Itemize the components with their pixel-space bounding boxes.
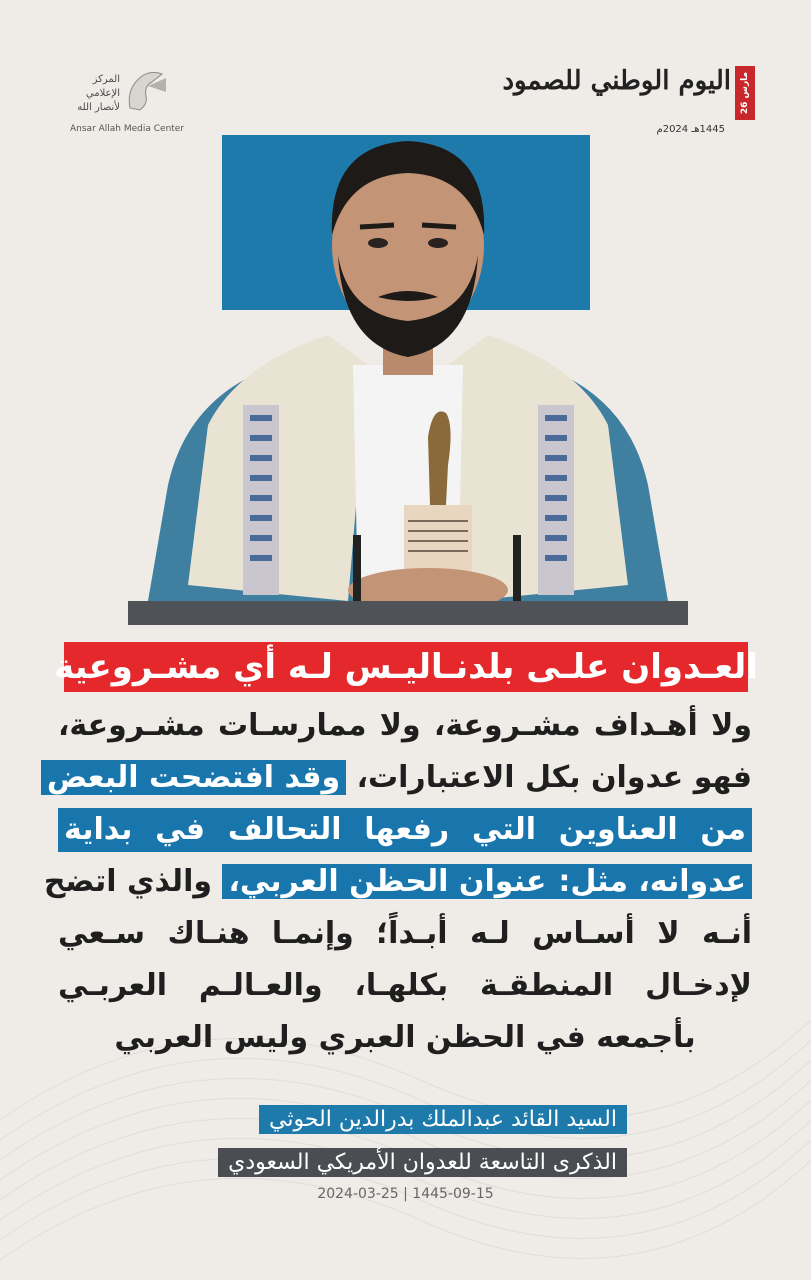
date-label: 2024-03-25 | 1445-09-15 bbox=[317, 1186, 494, 1202]
quote-line-7: بأجمعه في الحظن العبري وليس العربي bbox=[114, 1020, 696, 1055]
center-name-line1: المركز bbox=[92, 74, 120, 85]
quote-body bbox=[43, 700, 752, 1064]
portrait-illustration bbox=[128, 65, 688, 605]
quote-line-4 bbox=[43, 856, 752, 908]
quote-line-2 bbox=[46, 752, 752, 804]
ribbon-date: 26 مارس bbox=[740, 71, 751, 115]
portrait-frame bbox=[128, 135, 688, 625]
quote-line-6: لإدخـال المنطقـة بكلهـا، والعـالـم العربـي bbox=[58, 968, 752, 1003]
center-name-line2: الإعلامي bbox=[85, 88, 120, 99]
quote-line-2-plain: فهو عدوان بكل الاعتبارات، bbox=[356, 760, 752, 795]
quote-line-4-plain: والذي اتضح bbox=[43, 864, 213, 899]
speaker-label: السيد القائد عبدالملك بدرالدين الحوثي bbox=[259, 1105, 627, 1134]
podium-bar bbox=[128, 601, 688, 625]
center-name-line3: لأنصار الله bbox=[77, 102, 120, 113]
occasion-label: الذكرى التاسعة للعدوان الأمريكي السعودي bbox=[218, 1148, 627, 1177]
quote-line-5: أنـه لا أسـاس لـه أبـداً؛ وإنمـا هنـاك سـعي bbox=[58, 916, 752, 951]
quote-line-1: ولا أهـداف مشـروعة، ولا ممارسـات مشـروعة، bbox=[58, 708, 752, 743]
quote-line-4-highlight-start: عدوانه، مثل: bbox=[552, 864, 752, 899]
center-name-english: Ansar Allah Media Center bbox=[70, 124, 185, 134]
campaign-title: اليوم الوطني للصمود bbox=[502, 66, 731, 96]
campaign-years: 1445هـ 2024م bbox=[656, 124, 725, 135]
quote-line-2-highlight: وقد افتضحت البعض bbox=[41, 760, 346, 795]
quote-line-4-highlight: عنوان الحظن العربي، bbox=[222, 864, 552, 899]
date-ribbon bbox=[735, 66, 755, 120]
quote-line-3-highlight: من العناوين التي رفعها التحالف في بداية bbox=[58, 808, 752, 852]
headline-banner: العـدوان علـى بلدنـاليـس لـه أي مشـروعية bbox=[64, 642, 748, 692]
